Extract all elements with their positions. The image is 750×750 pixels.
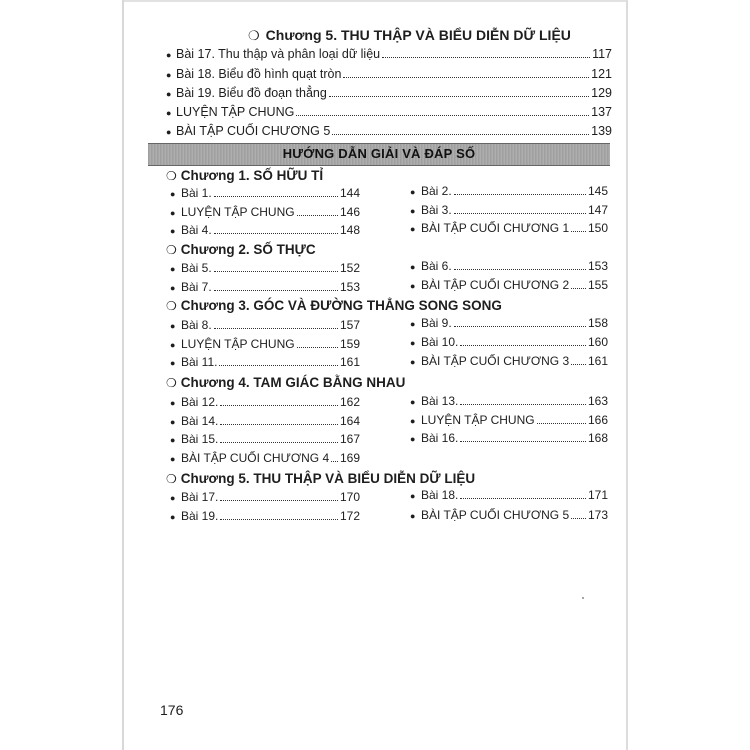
toc-entry-label: BÀI TẬP CUỐI CHƯƠNG 5 (176, 124, 331, 138)
answer-entry (170, 261, 360, 277)
answer-entry-page: 144 (339, 186, 360, 200)
dot-leader (460, 497, 586, 499)
answer-entry (410, 354, 608, 370)
answer-entry-label: BÀI TẬP CUỐI CHƯƠNG 1 (421, 221, 570, 235)
answer-entry (170, 490, 360, 506)
section-heading-text: Chương 2. SỐ THỰC (180, 242, 316, 257)
dot-leader (220, 499, 338, 501)
answer-entry (410, 203, 608, 219)
bullet-icon: ● (170, 208, 176, 218)
dot-leader (460, 344, 586, 346)
answer-entry (170, 451, 360, 467)
dot-leader (214, 270, 338, 272)
bullet-icon: ● (170, 226, 176, 236)
answer-entry-page: 167 (339, 432, 360, 446)
answer-entry-page: 162 (339, 395, 360, 409)
answer-entry (170, 432, 360, 448)
answer-entry-label: Bài 19. (181, 509, 219, 523)
answers-banner-text: HƯỚNG DẪN GIẢI VÀ ĐÁP SỐ (282, 146, 476, 161)
answer-entry-page: 146 (339, 205, 360, 219)
dot-leader (220, 404, 338, 406)
bullet-icon: ● (170, 398, 176, 408)
page-edge-left (122, 0, 124, 750)
answer-entry-page: 161 (339, 355, 360, 369)
answer-entry-label: Bài 5. (181, 261, 212, 275)
bullet-icon: ● (410, 511, 416, 521)
dot-leader (460, 403, 586, 405)
answer-entry-page: 170 (339, 490, 360, 504)
answer-entry-label: Bài 18. (421, 488, 459, 502)
answer-entry-label: Bài 6. (421, 259, 452, 273)
section-heading (166, 471, 475, 486)
answer-entry-page: 157 (339, 318, 360, 332)
toc-entry (166, 105, 612, 123)
answer-entry (170, 205, 360, 221)
section-heading-text: Chương 3. GÓC VÀ ĐƯỜNG THẲNG SONG SONG (180, 298, 502, 313)
answer-entry (170, 355, 360, 371)
answer-entry-page: 147 (587, 203, 608, 217)
chapter-marker-icon: ❍ (166, 299, 177, 313)
answer-entry-page: 160 (587, 335, 608, 349)
bullet-icon: ● (170, 358, 176, 368)
answer-entry-label: Bài 8. (181, 318, 212, 332)
bullet-icon: ● (166, 108, 172, 118)
bullet-icon: ● (170, 454, 176, 464)
answer-entry-label: Bài 17. (181, 490, 219, 504)
answer-entry-page: 168 (587, 431, 608, 445)
bullet-icon: ● (170, 512, 176, 522)
bullet-icon: ● (170, 321, 176, 331)
answer-entry-label: Bài 14. (181, 414, 219, 428)
answer-entry-label: Bài 16. (421, 431, 459, 445)
dot-leader (332, 133, 589, 135)
answer-entry-page: 153 (339, 280, 360, 294)
chapter-marker-icon: ❍ (248, 28, 260, 43)
answer-entry-label: BÀI TẬP CUỐI CHƯƠNG 3 (421, 354, 570, 368)
answer-entry-label: Bài 3. (421, 203, 452, 217)
toc-chapter-heading-text: Chương 5. THU THẬP VÀ BIỂU DIỄN DỮ LIỆU (265, 27, 571, 43)
page-edge-top (122, 0, 628, 2)
chapter-marker-icon: ❍ (166, 376, 177, 390)
answer-entry-page: 172 (339, 509, 360, 523)
answer-entry (410, 259, 608, 275)
toc-entry (166, 67, 612, 85)
dot-leader (343, 76, 589, 78)
answer-entry-page: 161 (587, 354, 608, 368)
answer-entry-label: Bài 1. (181, 186, 212, 200)
answer-entry-label: LUYỆN TẬP CHUNG (181, 205, 295, 219)
bullet-icon: ● (166, 89, 172, 99)
bullet-icon: ● (170, 283, 176, 293)
answer-entry (410, 278, 608, 294)
section-heading-text: Chương 5. THU THẬP VÀ BIỂU DIỄN DỮ LIỆU (180, 471, 476, 486)
answer-entry (170, 280, 360, 296)
bullet-icon: ● (410, 397, 416, 407)
section-heading (166, 242, 316, 257)
dot-leader (214, 195, 338, 197)
answer-entry-page: 153 (587, 259, 608, 273)
bullet-icon: ● (410, 262, 416, 272)
answer-entry-label: Bài 4. (181, 223, 212, 237)
answer-entry-label: Bài 7. (181, 280, 212, 294)
toc-entry (166, 124, 612, 142)
answer-entry (410, 316, 608, 332)
dot-leader (297, 346, 338, 348)
bullet-icon: ● (170, 340, 176, 350)
bullet-icon: ● (170, 264, 176, 274)
toc-entry-page: 117 (592, 47, 612, 61)
dot-leader (220, 441, 338, 443)
dot-leader (382, 56, 590, 58)
answer-entry-page: 150 (587, 221, 608, 235)
section-heading (166, 298, 502, 313)
answer-entry-page: 163 (587, 394, 608, 408)
dot-leader (571, 287, 586, 289)
answer-entry-label: BÀI TẬP CUỐI CHƯƠNG 5 (421, 508, 570, 522)
toc-entry-page: 137 (591, 105, 612, 119)
bullet-icon: ● (410, 338, 416, 348)
toc-chapter-heading (248, 27, 571, 44)
answer-entry (410, 394, 608, 410)
page-edge-right (626, 0, 628, 750)
dot-leader (571, 363, 586, 365)
dot-leader (460, 440, 586, 442)
dot-leader (571, 517, 586, 519)
bullet-icon: ● (410, 491, 416, 501)
answer-entry-page: 155 (587, 278, 608, 292)
chapter-marker-icon: ❍ (166, 472, 177, 486)
toc-entry-label: Bài 19. Biểu đồ đoạn thẳng (176, 86, 327, 100)
answer-entry-page: 166 (587, 413, 608, 427)
answer-entry-page: 158 (587, 316, 608, 330)
bullet-icon: ● (170, 189, 176, 199)
answer-entry-label: Bài 10. (421, 335, 459, 349)
bullet-icon: ● (410, 281, 416, 291)
answer-entry (410, 184, 608, 200)
answer-entry (170, 337, 360, 353)
bullet-icon: ● (410, 434, 416, 444)
dot-leader (331, 460, 338, 462)
section-heading (166, 168, 323, 183)
bullet-icon: ● (410, 224, 416, 234)
bullet-icon: ● (410, 357, 416, 367)
answer-entry-label: Bài 9. (421, 316, 452, 330)
toc-entry (166, 86, 612, 104)
toc-entry (166, 47, 612, 65)
bullet-icon: ● (410, 319, 416, 329)
answer-entry-page: 164 (339, 414, 360, 428)
answer-entry (410, 508, 608, 524)
answer-entry-page: 159 (339, 337, 360, 351)
dot-leader (220, 518, 338, 520)
answer-entry (170, 318, 360, 334)
answer-entry (170, 414, 360, 430)
dot-leader (454, 212, 586, 214)
answer-entry-label: Bài 2. (421, 184, 452, 198)
dot-leader (214, 232, 338, 234)
page-number: 176 (160, 702, 184, 718)
answer-entry (410, 431, 608, 447)
answer-entry-label: BÀI TẬP CUỐI CHƯƠNG 2 (421, 278, 570, 292)
dot-leader (571, 230, 586, 232)
section-heading (166, 375, 405, 390)
bullet-icon: ● (166, 127, 172, 137)
dot-leader (454, 325, 586, 327)
answer-entry-label: Bài 15. (181, 432, 219, 446)
toc-entry-label: LUYỆN TẬP CHUNG (176, 105, 295, 119)
answer-entry-page: 171 (587, 488, 608, 502)
section-heading-text: Chương 1. SỐ HỮU TỈ (180, 168, 324, 183)
bullet-icon: ● (410, 187, 416, 197)
answer-entry-label: Bài 12. (181, 395, 219, 409)
answer-entry (170, 509, 360, 525)
bullet-icon: ● (410, 416, 416, 426)
toc-entry-page: 121 (591, 67, 612, 81)
answer-entry-page: 148 (339, 223, 360, 237)
paper-speck (582, 597, 584, 599)
answer-entry (410, 335, 608, 351)
answer-entry (410, 488, 608, 504)
toc-entry-page: 129 (591, 86, 612, 100)
dot-leader (296, 114, 589, 116)
bullet-icon: ● (166, 70, 172, 80)
dot-leader (329, 95, 589, 97)
answer-entry (410, 413, 608, 429)
bullet-icon: ● (170, 435, 176, 445)
answer-entry-page: 145 (587, 184, 608, 198)
answers-banner (148, 143, 610, 166)
chapter-marker-icon: ❍ (166, 243, 177, 257)
answer-entry-page: 173 (587, 508, 608, 522)
dot-leader (537, 422, 586, 424)
answer-entry (170, 395, 360, 411)
answer-entry-label: LUYỆN TẬP CHUNG (421, 413, 535, 427)
dot-leader (220, 423, 338, 425)
answer-entry-label: LUYỆN TẬP CHUNG (181, 337, 295, 351)
dot-leader (219, 364, 338, 366)
answer-entry-label: Bài 13. (421, 394, 459, 408)
answer-entry-page: 169 (339, 451, 360, 465)
section-heading-text: Chương 4. TAM GIÁC BẰNG NHAU (180, 375, 406, 390)
dot-leader (214, 327, 338, 329)
answer-entry-page: 152 (339, 261, 360, 275)
answer-entry-label: Bài 11. (181, 355, 218, 369)
toc-entry-page: 139 (591, 124, 612, 138)
dot-leader (297, 214, 338, 216)
chapter-marker-icon: ❍ (166, 169, 177, 183)
bullet-icon: ● (410, 206, 416, 216)
dot-leader (214, 289, 338, 291)
bullet-icon: ● (170, 417, 176, 427)
dot-leader (454, 193, 586, 195)
answer-entry (170, 223, 360, 239)
toc-entry-label: Bài 17. Thu thập và phân loại dữ liệu (176, 47, 381, 61)
toc-entry-label: Bài 18. Biểu đồ hình quạt tròn (176, 67, 342, 81)
answer-entry (170, 186, 360, 202)
answer-entry (410, 221, 608, 237)
bullet-icon: ● (166, 50, 172, 60)
bullet-icon: ● (170, 493, 176, 503)
answer-entry-label: BÀI TẬP CUỐI CHƯƠNG 4 (181, 451, 330, 465)
dot-leader (454, 268, 586, 270)
